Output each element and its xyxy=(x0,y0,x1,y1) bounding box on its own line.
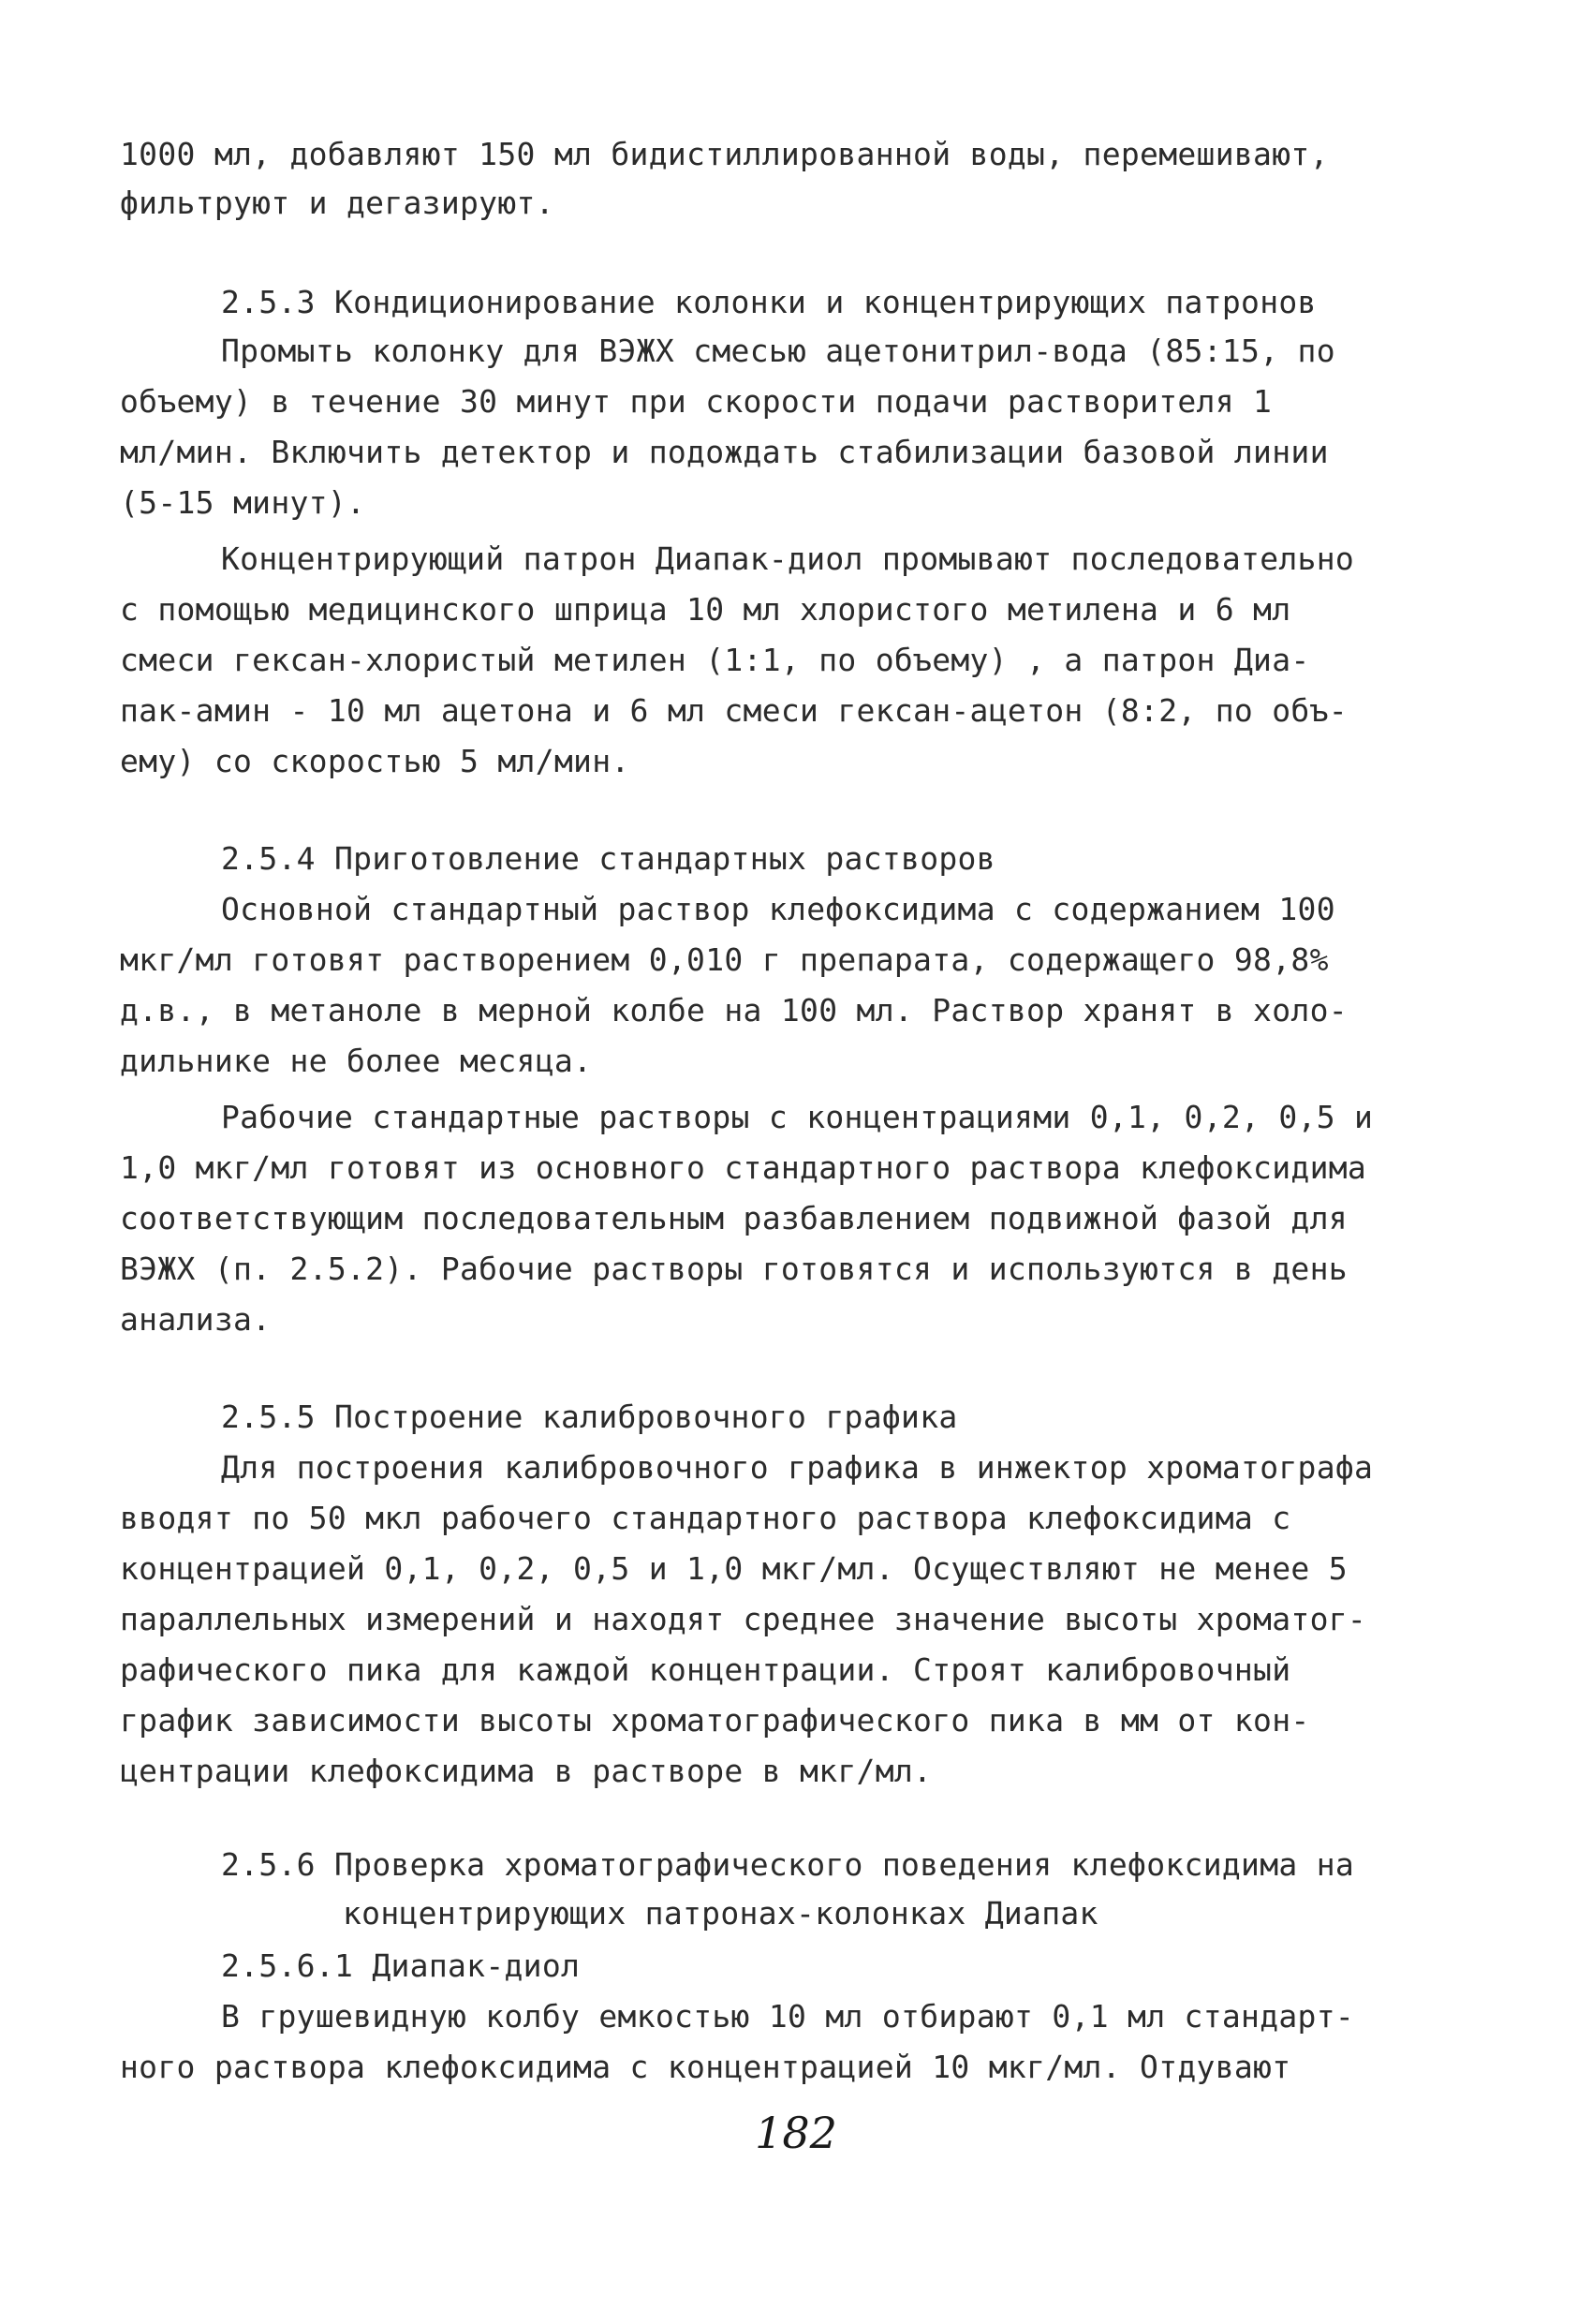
text-line: анализа. xyxy=(120,1301,272,1338)
section-heading: 2.5.4 Приготовление стандартных растворов xyxy=(221,840,995,877)
text-line: ного раствора клефоксидима с концентрацией 10 мкг/мл. Отдувают xyxy=(120,2049,1291,2085)
text-line: фильтруют и дегазируют. xyxy=(120,185,554,221)
text-line: вводят по 50 мкл рабочего стандартного раствора клефоксидима с xyxy=(120,1500,1291,1536)
section-heading: 2.5.3 Кондиционирование колонки и концентрирующих патронов xyxy=(221,284,1317,320)
text-line: Концентрирующий патрон Диапак-диол промывают последовательно xyxy=(221,540,1355,577)
text-line: пак-амин - 10 мл ацетона и 6 мл смеси гексан-ацетон (8:2, по объ- xyxy=(120,692,1348,729)
text-line: рафического пика для каждой концентрации. Строят калибровочный xyxy=(120,1651,1291,1688)
text-line: (5-15 минут). xyxy=(120,484,366,521)
text-line: мл/мин. Включить детектор и подождать стабилизации базовой линии xyxy=(120,434,1329,470)
text-line: Рабочие стандартные растворы с концентрациями 0,1, 0,2, 0,5 и xyxy=(221,1099,1374,1135)
section-heading: 2.5.6 Проверка хроматографического поведения клефоксидима на xyxy=(221,1846,1355,1883)
text-line: параллельных измерений и находят среднее значение высоты хроматог- xyxy=(120,1601,1367,1637)
text-line: Промыть колонку для ВЭЖХ смесью ацетонитрил-вода (85:15, по xyxy=(221,333,1335,369)
section-heading: концентрирующих патронах-колонках Диапак xyxy=(343,1895,1098,1932)
text-line: д.в., в метаноле в мерной колбе на 100 мл. Раствор хранят в холо- xyxy=(120,992,1348,1029)
text-line: соответствующим последовательным разбавлением подвижной фазой для xyxy=(120,1200,1348,1236)
text-line: В грушевидную колбу емкостью 10 мл отбирают 0,1 мл стандарт- xyxy=(221,1998,1355,2035)
text-line: 1,0 мкг/мл готовят из основного стандартного раствора клефоксидима xyxy=(120,1149,1367,1186)
text-line: ему) со скоростью 5 мл/мин. xyxy=(120,743,630,779)
text-line: концентрацией 0,1, 0,2, 0,5 и 1,0 мкг/мл. Осуществляют не менее 5 xyxy=(120,1550,1348,1587)
text-line: 1000 мл, добавляют 150 мл бидистиллированной воды, перемешивают, xyxy=(120,136,1329,172)
text-line: Для построения калибровочного графика в инжектор хроматографа xyxy=(221,1449,1374,1486)
subsection-heading: 2.5.6.1 Диапак-диол xyxy=(221,1947,581,1984)
text-line: с помощью медицинского шприца 10 мл хлористого метилена и 6 мл xyxy=(120,591,1291,628)
page-number: 182 xyxy=(755,2108,837,2158)
text-line: смеси гексан-хлористый метилен (1:1, по объему) , а патрон Диа- xyxy=(120,642,1310,678)
text-line: ВЭЖХ (п. 2.5.2). Рабочие растворы готовятся и используются в день xyxy=(120,1251,1348,1287)
section-heading: 2.5.5 Построение калибровочного графика xyxy=(221,1399,958,1435)
text-line: дильнике не более месяца. xyxy=(120,1043,593,1079)
text-line: центрации клефоксидима в растворе в мкг/мл. xyxy=(120,1753,933,1789)
text-line: мкг/мл готовят растворением 0,010 г препарата, содержащего 98,8% xyxy=(120,941,1329,978)
text-line: объему) в течение 30 минут при скорости подачи растворителя 1 xyxy=(120,383,1273,420)
text-line: график зависимости высоты хроматографического пика в мм от кон- xyxy=(120,1702,1310,1739)
text-line: Основной стандартный раствор клефоксидима с содержанием 100 xyxy=(221,891,1335,927)
